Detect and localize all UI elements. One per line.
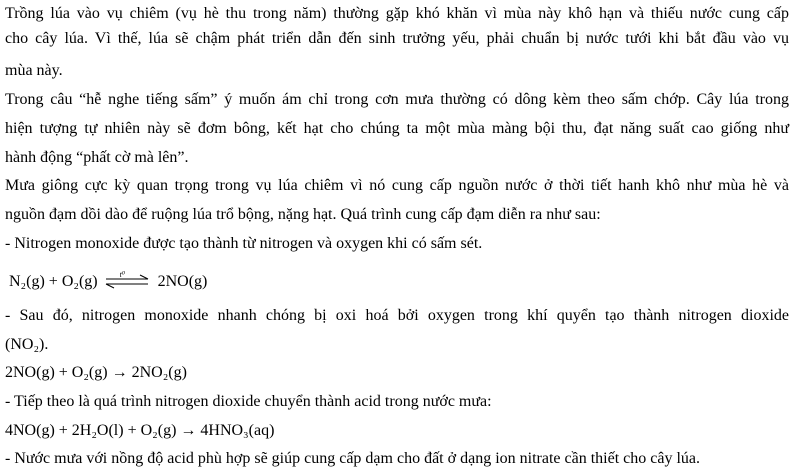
paragraph-2-line-2: hiện tượng tự nhiên này sẽ đơm bông, kết hạt cho chúng ta một mùa màng bội thu, đạt năng suất cao giống như [5,120,789,137]
paragraph-2-line-1: Trong câu “hễ nghe tiếng sấm” ý muốn ám chỉ trong cơn mưa thường có dông kèm theo sấm chớp. Cây lúa trong [5,91,789,108]
paragraph-1-line-3: mùa này. [5,62,63,79]
step-2-text-line-1: - Sau đó, nitrogen monoxide nhanh chóng bị oxi hoá bởi oxygen trong khí quyển tạo thành nitrogen dioxide [5,307,789,324]
equation-1-products: 2NO(g) [157,273,208,290]
equation-1-condition: t⁰ [119,270,126,280]
equation-3: 4NO(g) + 2H₂O(l) + O₂(g) → 4HNO₃(aq) [5,422,275,439]
step-4-text: - Nước mưa với nồng độ acid phù hợp sẽ giúp cung cấp dạm cho đất ở dạng ion nitrate cần thiết cho cây lúa. [5,450,700,467]
paragraph-2-line-3: hành động “phất cờ mà lên”. [5,149,189,166]
paragraph-3-line-2: nguồn đạm dồi dào để ruộng lúa trổ bộng, nặng hạt. Quá trình cung cấp đạm diễn ra như sau: [5,206,601,223]
step-3-text: - Tiếp theo là quá trình nitrogen dioxide chuyển thành acid trong nước mưa: [5,393,492,410]
equation-1-reactants: N₂(g) + O₂(g) [9,273,98,290]
paragraph-1-line-1: Trồng lúa vào vụ chiêm (vụ hè thu trong năm) thường gặp khó khăn vì mùa này khô hạn và thiếu nước cung cấp [5,5,789,22]
step-1-text: - Nitrogen monoxide được tạo thành từ nitrogen và oxygen khi có sấm sét. [5,235,483,252]
equilibrium-arrow-icon [104,270,150,291]
equation-2: 2NO(g) + O₂(g) → 2NO₂(g) [5,364,187,381]
paragraph-3-line-1: Mưa giông cực kỳ quan trọng trong vụ lúa chiêm vì nó cung cấp nguồn nước ở thời tiết hanh khô như mùa hè và [5,177,789,194]
step-2-text-line-2: (NO₂). [5,336,49,353]
paragraph-1-line-2: cho cây lúa. Vì thế, lúa sẽ chậm phát triển dẫn đến sinh trưởng yếu, phải chuẩn bị nước tưới khi bắt đầu vào vụ [5,30,789,47]
equation-1 [9,272,207,292]
